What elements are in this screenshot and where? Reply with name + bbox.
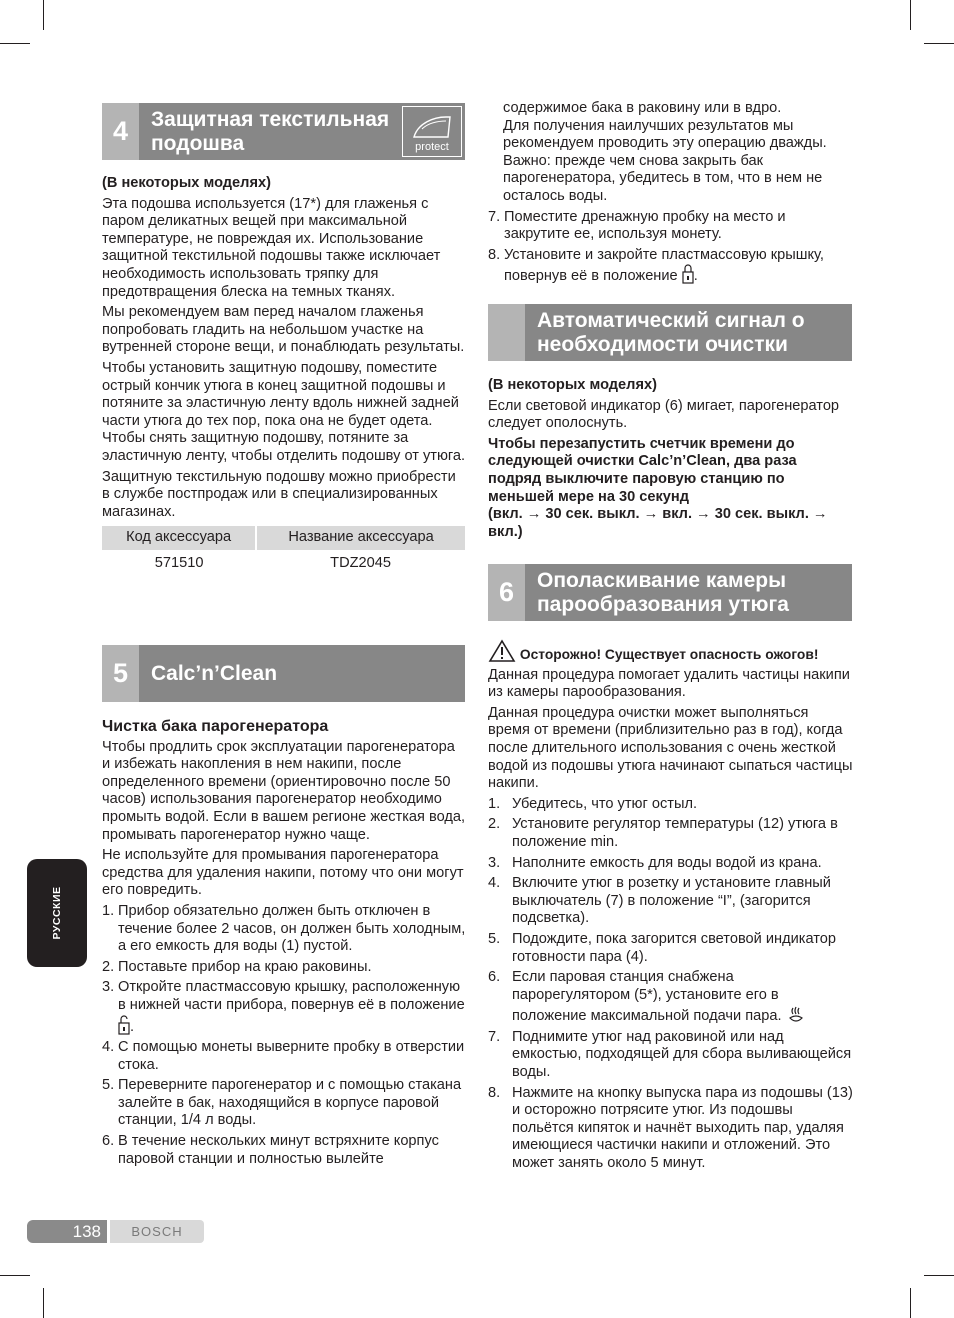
paragraph: Эта подошва используется (17*) для глаженья с паром деликатных вещей при максимальной температуре, не повреждая их. Использование защитной текстильной подошвы также исключает необходимость использовать тряпку для предотвращения блеска на темных тканях. bbox=[102, 195, 441, 300]
paragraph: Чтобы установить защитную подошву, поместите острый кончик утюга в конец защитной подошвы и потяните за эластичную ленту вдоль нижней задней части утюга до тех пор, пока она не будет одета. Чтобы снять защитную подошву, потяните за эластичную ленту, чтобы отделить подошву от утюга. bbox=[102, 359, 466, 464]
left-column-top bbox=[102, 175, 467, 577]
subheading: Чистка бака парогенератора bbox=[102, 718, 329, 735]
list-item: 8. Установите и закройте пластмассовую крышку, повернув её в положение . bbox=[488, 246, 824, 285]
section-number-blank bbox=[488, 304, 525, 361]
crop-mark bbox=[924, 43, 954, 44]
language-tab bbox=[27, 859, 87, 967]
model-note: (В некоторых моделях) bbox=[488, 377, 657, 393]
paragraph-bold: (вкл. → 30 сек. выкл. → вкл. → 30 сек. выкл. → вкл.) bbox=[488, 506, 828, 540]
section-auto-header bbox=[488, 304, 852, 361]
list-item: 4. С помощью монеты выверните пробку в отверстии стока. bbox=[102, 1039, 465, 1073]
crop-mark bbox=[910, 0, 911, 30]
crop-mark bbox=[43, 0, 44, 30]
lock-closed-icon bbox=[682, 264, 694, 284]
list-item: 1. Прибор обязательно должен быть отключен в течение более 2 часов, он должен быть холодным, а его емкость для воды (1) пустой. bbox=[102, 902, 466, 955]
protect-badge bbox=[402, 106, 462, 157]
paragraph: Если световой индикатор (6) мигает, парогенератор следует ополоснуть. bbox=[488, 397, 840, 432]
crop-mark bbox=[924, 1275, 954, 1276]
list-item: 2. Установите регулятор температуры (12) утюга в положение min. bbox=[488, 816, 838, 850]
right-column-top bbox=[488, 100, 854, 289]
section-4-header bbox=[102, 103, 465, 160]
warning-triangle-icon bbox=[488, 639, 516, 663]
steps-list bbox=[102, 903, 467, 1168]
paragraph: Важно: прежде чем снова закрыть бак парогенератора, убедитесь в том, что в нем не осталось воды. bbox=[503, 152, 823, 204]
paragraph-bold: Чтобы перезапустить счетчик времени до следующей очистки Calc’n’Clean, два раза подряд выключите паровую станцию по меньшей мере на 30 секунд bbox=[488, 435, 797, 505]
list-item: 3. Наполните емкость для воды водой из крана. bbox=[488, 854, 822, 871]
section-number: 4 bbox=[102, 103, 139, 160]
model-note: (В некоторых моделях) bbox=[102, 175, 271, 191]
list-item: 2. Поставьте прибор на краю раковины. bbox=[102, 958, 372, 975]
section-number: 5 bbox=[102, 645, 139, 702]
table-header: Название аксессуара bbox=[256, 526, 465, 550]
section-title: Автоматический сигнал о необходимости очистки bbox=[537, 308, 805, 356]
section-6-header bbox=[488, 564, 852, 621]
list-item: 5. Переверните парогенератор и с помощью стакана залейте в бак, находящийся в корпусе паровой станции, 1/4 л воды. bbox=[102, 1077, 462, 1129]
section-title: Ополаскивание камеры парообразования утюга bbox=[537, 568, 789, 616]
page-number: 138 bbox=[27, 1220, 107, 1243]
protect-badge-label: protect bbox=[415, 141, 449, 153]
accessory-table bbox=[102, 526, 465, 577]
language-tab-label: РУССКИЕ bbox=[51, 886, 63, 940]
crop-mark bbox=[0, 43, 30, 44]
steps-list bbox=[488, 209, 854, 286]
paragraph: Мы рекомендуем вам перед началом глаженья попробовать гладить на небольшом участке на вутренней стороне вещи, и понаблюдать результаты. bbox=[102, 304, 465, 356]
list-item: 6. Если паровая станция снабжена парорегулятором (5*), установите его в положение максимальной подачи пара. bbox=[488, 969, 854, 1026]
paragraph: Данная процедура очистки может выполняться время от времени (приблизительно раз в год), когда после длительного использования с очень жесткой водой из подошвы утюга начинают сыпаться частицы накипи. bbox=[488, 704, 853, 792]
warning: Осторожно! Существует опасность ожогов! bbox=[488, 639, 854, 664]
table-header: Код аксессуара bbox=[102, 526, 256, 550]
steam-max-icon bbox=[786, 1004, 806, 1024]
page-footer bbox=[27, 1220, 204, 1243]
paragraph: Для получения наилучших результатов мы рекомендуем проводить эту операцию дважды. bbox=[503, 117, 827, 152]
paragraph: Не используйте для промывания парогенератора средства для удаления накипи, потому что они могут его повредить. bbox=[102, 847, 464, 899]
section-number: 6 bbox=[488, 564, 525, 621]
paragraph: Защитную текстильную подошву можно приобрести в службе постпродаж или в специализированных магазинах. bbox=[102, 468, 456, 520]
brand-label: BOSCH bbox=[110, 1220, 204, 1243]
left-column-bottom bbox=[102, 718, 467, 1171]
list-item: 1. Убедитесь, что утюг остыл. bbox=[488, 795, 698, 812]
crop-mark bbox=[910, 1288, 911, 1318]
section-5-header bbox=[102, 645, 465, 702]
table-row bbox=[102, 550, 465, 578]
list-item: 5. Подождите, пока загорится световой индикатор готовности пара (4). bbox=[488, 930, 836, 965]
table-cell: TDZ2045 bbox=[330, 554, 391, 571]
section-title: Calc’n’Clean bbox=[151, 661, 278, 685]
list-item: 4. Включите утюг в розетку и установите главный выключатель (7) в положение “I”, (загорится подсветка). bbox=[488, 875, 831, 927]
table-cell: 571510 bbox=[154, 554, 204, 571]
right-column-bottom bbox=[488, 639, 854, 1176]
list-item: 8. Нажмите на кнопку выпуска пара из подошвы (13) и осторожно потрясите утюг. Из подошвы польётся кипяток и начнёт выходить пар, удаляя имеющиеся частички накипи и отложений. Это может занять около 5 минут. bbox=[488, 1084, 853, 1172]
steps-list bbox=[488, 796, 854, 1173]
list-item: 3. Откройте пластмассовую крышку, расположенную в нижней части прибора, повернув её в положение . bbox=[102, 979, 465, 1035]
crop-mark bbox=[43, 1288, 44, 1318]
lock-open-icon bbox=[118, 1015, 130, 1035]
iron-icon bbox=[404, 109, 460, 145]
section-title: Защитная текстильная подошва bbox=[151, 107, 390, 155]
crop-mark bbox=[0, 1275, 30, 1276]
paragraph: содержимое бака в раковину или в вдро. bbox=[503, 100, 782, 116]
paragraph: Чтобы продлить срок эксплуатации парогенератора и избежать накопления в нем накипи, после определенного времени (ориентировочно после 50 часов) использования парогенератор необходимо промыть водой. Если в вашем регионе жесткая вода, промывать парогенератор нужно чаще. bbox=[102, 738, 466, 843]
right-column-mid bbox=[488, 377, 854, 544]
list-item: 7. Поместите дренажную пробку на место и закрутите ее, используя монету. bbox=[488, 208, 786, 243]
paragraph: Данная процедура помогает удалить частицы накипи из камеры парообразования. bbox=[488, 666, 850, 701]
list-item: 6. В течение нескольких минут встряхните корпус паровой станции и полностью вылейте bbox=[102, 1133, 439, 1167]
list-item: 7. Поднимите утюг над раковиной или над емкостью, подходящей для сбора выливающейся воды. bbox=[488, 1028, 852, 1081]
